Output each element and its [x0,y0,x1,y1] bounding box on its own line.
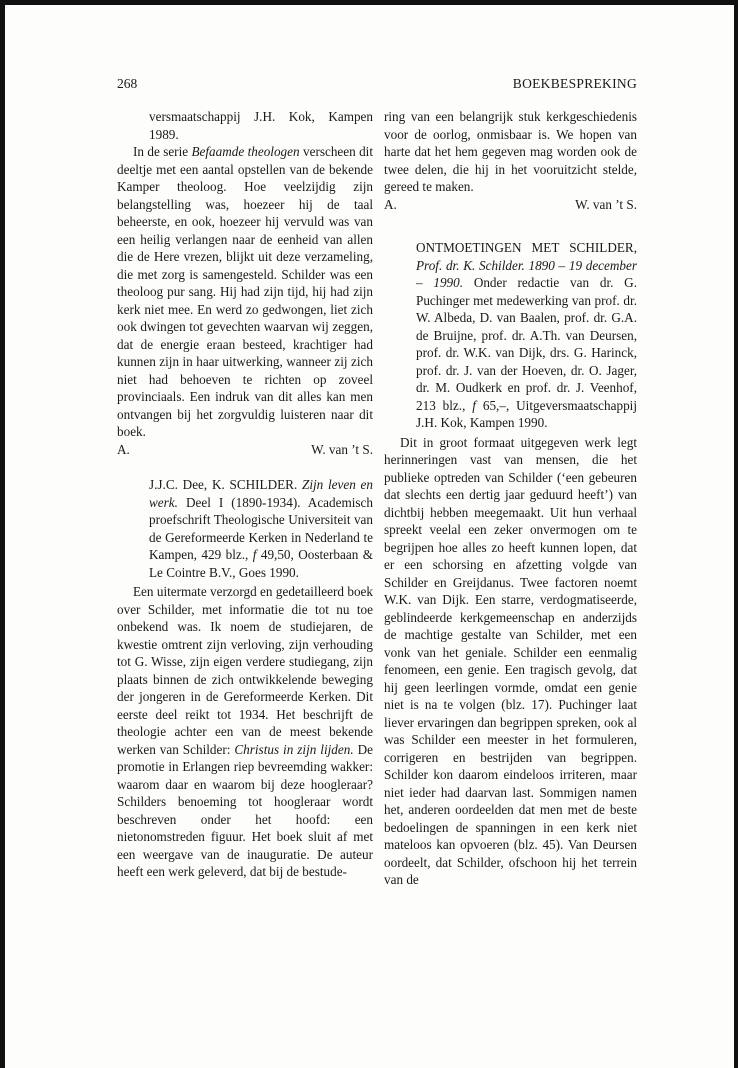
book-title: Zijn leven en werk. [149,477,373,510]
scan-border-top [0,0,738,5]
review-continuation: versmaatschappij J.H. Kok, Kampen 1989. [149,109,373,142]
right-column [384,108,637,889]
signature-initial: A. [384,196,397,212]
signature [384,196,637,214]
review-paragraph: Dit in groot formaat uitgegeven werk legt herinneringen vast van mensen, die het publieke optreden van Schilder (‘een gebeuren dat slechts een dertig jaar geduurd heeft’) van dichtbij hebben meegemaakt. Uit hun verhaal spreekt veelal een zeker onvermogen om te begrijpen hoe alles zo heeft kunnen lopen, dat er een schorsing en afzetting volgde van Schilder en Greijdanus. Twee factoren noemt W.K. van Dijk. Een starre, verdogmatiseerde, geblindeerde kerkgemeenschap en anderzijds de machtige gestalte van Schilder, met een vonk van het geniale. Schilder een eenmalig fenomeen, een genie. Een tragisch gevolg, dat hij geen leerlingen vormde, omdat een genie niet is na te volgen (blz. 17). Puchinger laat liever ervaringen dan begrippen spreken, ook al was Schilder een meester in het formuleren, corrigeren en bestrijden van begrippen. Schilder kon daarom eindeloos irriteren, maar niet ieder had daarvan last. Sommigen namen het, anderen oordeelden dat men met de beste bedoelingen de spanningen in een kerk niet mateloos kan opvoeren (blz. 45). Van Deursen oordeelt, dat Schilder, ofschoon hij het terrein van de [384,434,637,887]
review-paragraph: In de serie Befaamde theologen verscheen dit deeltje met een aantal opstellen van de bekende Kamper theoloog. Hoe veelzijdig zijn belangstelling was, hoezeer hij de taal beheerste, en ook, hoezeer hij vervuld was van een heilig verlangen naar de eenheid van allen die de Here vrezen, blijkt uit deze verzameling, die met zorg is samengesteld. Schilder was een theoloog pur sang. Hij had zijn tijd, hij had zijn kerk niet mee. En werd zo gedwongen, liet zich ook dwingen tot gevechten waarvan wij zeggen, dat de energie eraan besteed, krachtiger had kunnen zijn in haar uitwerking, wanneer zij zich niet had behoeven te richten op zoveel provinciaals. Een indruk van dit alles kan men ontvangen bij het zorgvuldig luisteren naar dit boek. [117,144,374,439]
page-header [117,76,637,94]
left-column [117,108,373,881]
page-number: 268 [117,76,138,91]
signature [117,441,373,459]
scan-border-right [734,0,738,1068]
signature-initial: A. [117,441,130,457]
series-title: Befaamde theologen [191,144,300,159]
review-paragraph: Een uitermate verzorgd en gedetailleerd boek over Schilder, met informatie die tot nu toe onbekend was. Ik noem de studiejaren, de kwestie omtrent zijn verloving, zijn verhouding tot G. Wisse, zijn eigen verdere studiegang, zijn plaats binnen de zich ontwikkelende beweging der jongeren in de Gereformeerde Kerken. Dit eerste deel reikt tot 1934. Het beschrijft de theologie achter een van de meest bekende werken van Schilder: Christus in zijn lijden. De promotie in Erlangen riep bevreemding wakker: waarom daar en waarom bij deze hoogleraar? Schilders benoeming tot hoogleraar wordt beschreven onder het hoofd: een nietonomstreden figuur. Het boek sluit af met een weergave van de inauguratie. De auteur heeft een werk geleverd, dat bij de bestude- [117,584,373,879]
book-title: Prof. dr. K. Schilder. 1890 – 19 december – 1990. [416,257,637,290]
review-heading: ONTMOETINGEN MET SCHILDER, Prof. dr. K. Schilder. 1890 – 19 december – 1990. Onder redactie van dr. G. Puchinger met medewerking van prof. dr. W. Albeda, D. van Baalen, prof. dr. G.A. de Bruijne, prof. dr. A.Th. van Deursen, prof. dr. W.K. van Dijk, drs. G. Harinck, prof. dr. J. van der Hoeven, dr. O. Jager, dr. M. Oudkerk en prof. dr. J. Veenhof, 213 blz., f 65,–, Uitgeversmaatschappij J.H. Kok, Kampen 1990. [416,240,637,430]
review-heading: J.J.C. Dee, K. SCHILDER. Zijn leven en werk. Deel I (1890-1934). Academisch proefschrift Theologische Universiteit van de Gereformeerde Kerken in Nederland te Kampen, 429 blz., f 49,50, Oosterbaan & Le Cointre B.V., Goes 1990. [149,477,373,580]
signature-author: W. van ’t S. [575,196,637,212]
review-continuation: ring van een belangrijk stuk kerkgeschiedenis voor de oorlog, onmisbaar is. We hopen van harte dat het hem gegeven mag worden ook de twee delen, die hij in het vooruitzicht stelde, gereed te maken. [384,109,637,194]
work-title: Christus in zijn lijden. [234,741,354,757]
running-head: BOEKBESPREKING [512,76,637,91]
scan-border-left [0,0,5,1068]
signature-author: W. van ’t S. [311,441,373,457]
